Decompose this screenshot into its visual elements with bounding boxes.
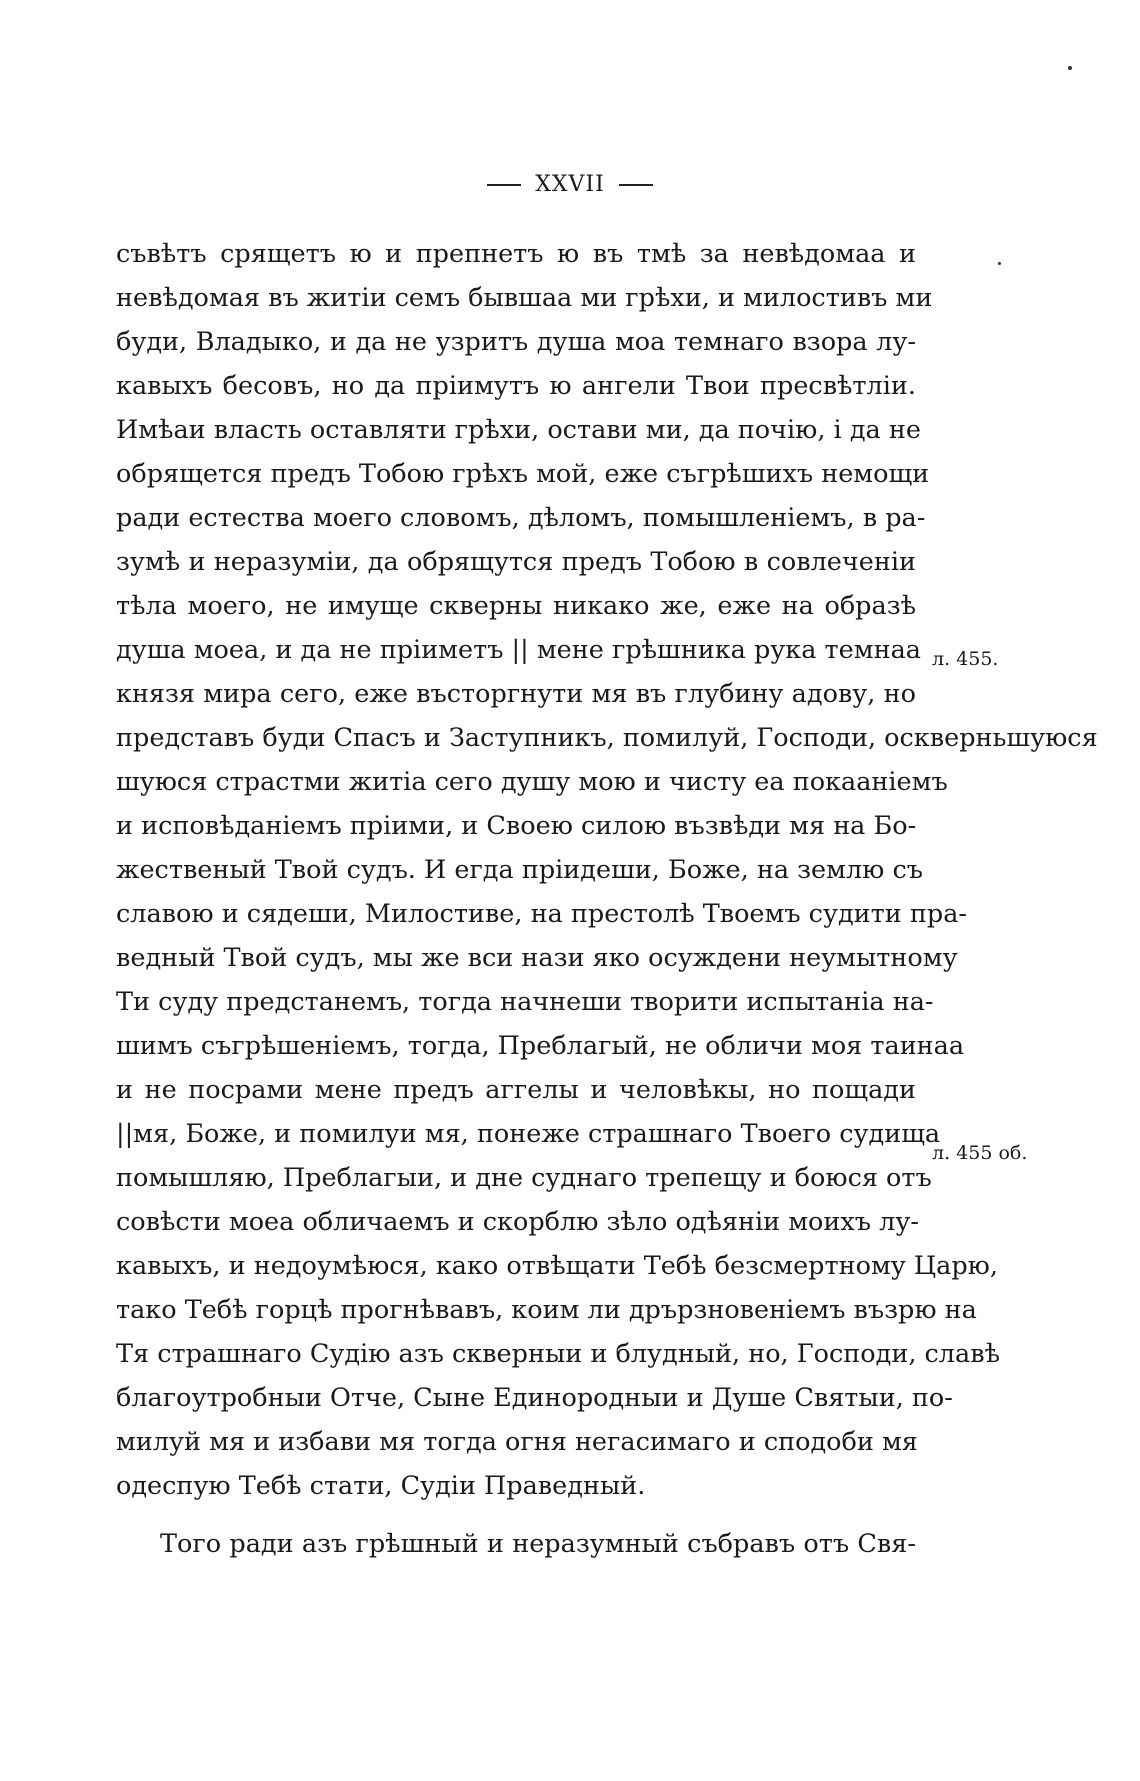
text-line: тако Тебѣ горцѣ прогнѣвавъ, коим ли дрързновеніемъ възрю на [116,1295,977,1325]
text-line: кавыхъ бесовъ, но да пріимутъ ю ангели Твои пресвѣтліи. [116,371,916,401]
text-line: тѣла моего, не имуще скверны никако же, еже на образѣ [116,591,916,621]
text-line: и не посрами мене предъ аггелы и человѣкы, но пощади [116,1075,916,1105]
text-line: кавыхъ, и недоумѣюся, како отвѣщати Тебѣ безсмертному Царю, [116,1251,998,1281]
text-line: одеспую Тебѣ стати, Судіи Праведный. [116,1471,646,1501]
text-line: невѣдомая въ житіи семъ бывшаа ми грѣхи, и милостивъ ми [116,283,933,313]
text-line: ради естества моего словомъ, дѣломъ, помышленіемъ, в ра- [116,503,926,533]
text-line: милуй мя и избави мя тогда огня негасимаго и сподоби мя [116,1427,918,1457]
text-line: совѣсти моеа обличаемъ и скорблю зѣло одѣяніи моихъ лу- [116,1207,919,1237]
text-line: славою и сядеши, Милостиве, на престолѣ Твоемъ судити пра- [116,899,968,929]
page-number: XXVII [535,172,605,197]
text-line: шуюся страстми житіа сего душу мою и чисту еа покааніемъ [116,767,948,797]
text-line: съвѣтъ срящетъ ю и препнетъ ю въ тмѣ за невѣдомаа и [116,239,916,269]
header-dash-left [487,184,521,186]
text-line: жественый Твой судъ. И егда пріидеши, Боже, на землю съ [116,855,923,885]
text-line: обрящется предъ Тобою грѣхъ мой, еже съгрѣшихъ немощи [116,459,930,489]
text-line: буди, Владыко, и да не узритъ душа моа темнаго взора лу- [116,327,916,357]
paragraph-start-line: Того ради азъ грѣшный и неразумный събравъ отъ Свя- [160,1529,916,1559]
margin-note-folio-455-verso: л. 455 об. [932,1142,1028,1164]
page-header [0,172,1140,197]
text-line: зумѣ и неразуміи, да обрящутся предъ Тобою в совлеченіи [116,547,916,577]
text-line: шимъ съгрѣшеніемъ, тогда, Преблагый, не обличи моя таинаа [116,1031,965,1061]
text-line: душа моеа, и да не пріиметъ || мене грѣшника рука темнаа [116,635,921,665]
text-line: ведный Твой судъ, мы же вси нази яко осуждени неумытному [116,943,958,973]
text-line: помышляю, Преблагыи, и дне суднаго трепещу и боюся отъ [116,1163,932,1193]
text-line: Имѣаи власть оставляти грѣхи, остави ми, да почію, і да не [116,415,921,445]
text-line: Ти суду предстанемъ, тогда начнеши творити испытаніа на- [116,987,934,1017]
print-speck [1068,66,1072,70]
text-line: ||мя, Боже, и помилуи мя, понеже страшнаго Твоего судища [116,1119,941,1149]
text-line: благоутробныи Отче, Сыне Единородныи и Душе Святыи, по- [116,1383,953,1413]
text-line: представъ буди Спасъ и Заступникъ, помилуй, Господи, оскверньшуюся [116,723,1098,753]
text-line: и исповѣданіемъ пріими, и Своею силою възвѣди мя на Бо- [116,811,917,841]
header-dash-right [619,184,653,186]
text-line: Тя страшнаго Судію азъ скверныи и блудный, но, Господи, славѣ [116,1339,1000,1369]
margin-note-folio-455: л. 455. [932,648,999,670]
print-speck [998,262,1001,265]
text-line: князя мира сего, еже въсторгнути мя въ глубину адову, но [116,679,916,709]
